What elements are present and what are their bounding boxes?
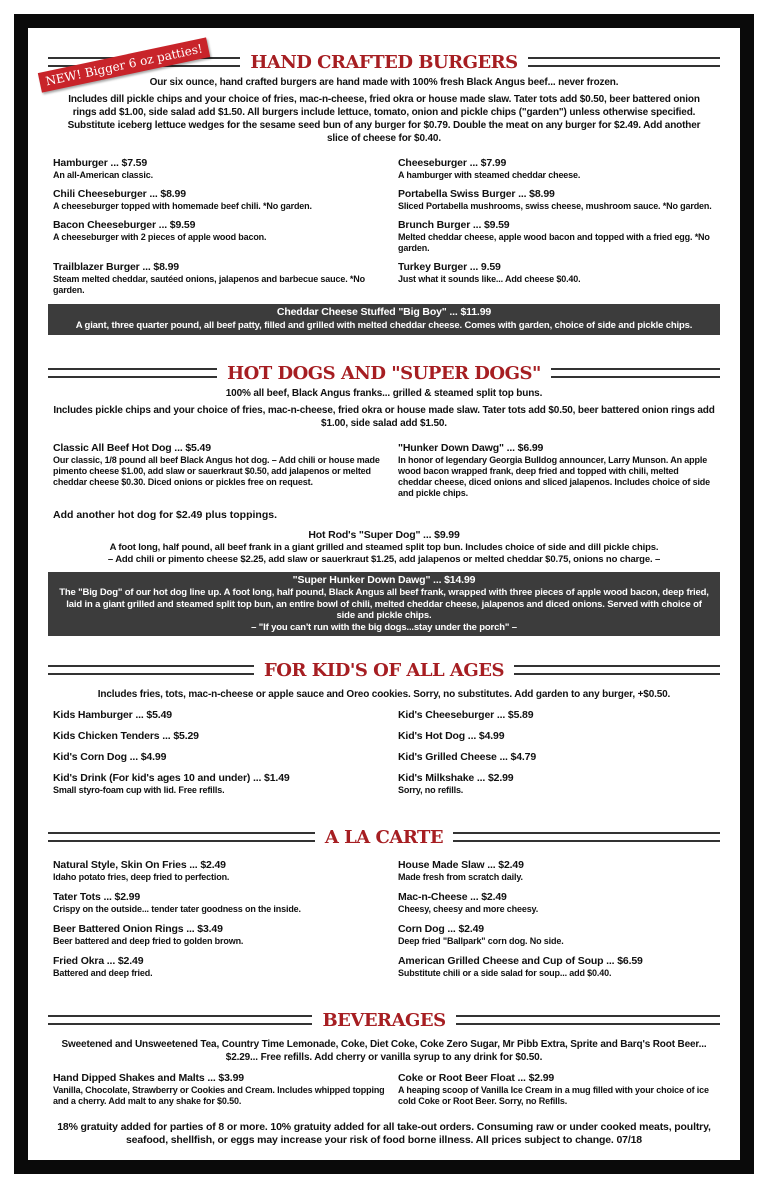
item-description: A cheeseburger topped with homemade beef chili. *No garden.	[53, 201, 312, 211]
item-description: Made fresh from scratch daily.	[398, 872, 523, 882]
section-title: FOR KID'S OF ALL AGES	[264, 659, 504, 681]
item-description: Idaho potato fries, deep fried to perfection.	[53, 872, 230, 882]
menu-item	[53, 157, 398, 181]
item-description: Sliced Portabella mushrooms, swiss cheese, mushroom sauce. *No garden.	[398, 201, 712, 211]
item-name: American Grilled Cheese and Cup of Soup ... $6.59	[398, 955, 643, 967]
item-name: Tater Tots ... $2.99	[53, 891, 141, 903]
menu-item	[53, 751, 398, 764]
menu-item	[398, 442, 725, 499]
menu-item	[398, 188, 725, 212]
section-intro: 100% all beef, Black Angus franks... grilled & steamed split top buns.	[225, 388, 543, 399]
section-intro: Our six ounce, hand crafted burgers are hand made with 100% fresh Black Angus beef... never frozen.	[149, 77, 619, 88]
item-name: House Made Slaw ... $2.49	[398, 859, 524, 871]
superdog-desc: A foot long, half pound, all beef frank in a giant grilled and steamed split top bun. Includes choice of side and dill pickle chips.	[109, 542, 659, 553]
section-title: HOT DOGS AND "SUPER DOGS"	[227, 362, 541, 384]
item-name: Natural Style, Skin On Fries ... $2.49	[53, 859, 226, 871]
special-name: Cheddar Cheese Stuffed "Big Boy" ... $11.99	[276, 306, 492, 318]
divider	[514, 665, 720, 675]
special-quote: – "If you can't run with the big dogs...stay under the porch" –	[251, 621, 517, 633]
item-name: Classic All Beef Hot Dog ... $5.49	[53, 442, 211, 454]
section-title: BEVERAGES	[322, 1009, 446, 1031]
special-desc: The "Big Dog" of our hot dog line up. A foot long, half pound, Black Angus all beef frank, wrapped with three pieces of apple wood bacon, deep fried, laid in a giant grilled and steamed split top bun, an entire bowl of chili, melted cheddar cheese, jalapenos and diced onions. Served with choice of side and pickle chips.	[59, 587, 709, 621]
menu-item	[398, 157, 725, 181]
add-note: Add another hot dog for $2.49 plus toppings.	[53, 509, 277, 521]
item-name: Corn Dog ... $2.49	[398, 923, 484, 935]
divider	[456, 1015, 720, 1025]
menu-item	[53, 188, 398, 212]
item-description: A cheeseburger with 2 pieces of apple wood bacon.	[53, 232, 267, 242]
menu-item	[53, 261, 398, 296]
item-name: "Hunker Down Dawg" ... $6.99	[398, 442, 544, 454]
item-name: Kid's Grilled Cheese ... $4.79	[398, 751, 537, 763]
item-description: Small styro-foam cup with lid. Free refills.	[53, 785, 225, 795]
menu-item	[53, 859, 398, 883]
menu-item	[398, 891, 725, 915]
item-description: Cheesy, cheesy and more cheesy.	[398, 904, 539, 914]
divider	[48, 665, 254, 675]
item-name: Turkey Burger ... 9.59	[398, 261, 501, 273]
superdog-addons: – Add chili or pimento cheese $2.25, add slaw or sauerkraut $1.25, add jalapenos or melted cheddar $0.75, onions no charge. –	[107, 554, 661, 565]
section-hotdogs	[48, 361, 720, 636]
menu-item	[398, 219, 725, 254]
section-alacarte	[48, 825, 720, 979]
menu-item	[398, 955, 725, 979]
divider	[551, 368, 720, 378]
menu-item	[398, 772, 725, 796]
item-name: Chili Cheeseburger ... $8.99	[53, 188, 186, 200]
footer-disclaimer: 18% gratuity added for parties of 8 or more. 10% gratuity added for all take-out orders. Consuming raw or under cooked meats, poultry, seafood, shellfish, or eggs may increase your risk of food borne illness. All prices subject to change. 07/18	[57, 1121, 711, 1146]
item-name: Brunch Burger ... $9.59	[398, 219, 510, 231]
item-description: A heaping scoop of Vanilla Ice Cream in a mug filled with your choice of ice cold Coke or Root Beer. Sorry, no Refills.	[398, 1085, 709, 1106]
menu-item	[398, 261, 725, 296]
menu-item	[398, 923, 725, 947]
item-name: Hamburger ... $7.59	[53, 157, 148, 169]
menu-item	[398, 1072, 725, 1107]
menu-item	[53, 730, 398, 743]
menu-item	[53, 219, 398, 254]
section-title: HAND CRAFTED BURGERS	[250, 51, 518, 73]
section-title: A LA CARTE	[324, 826, 444, 848]
item-name: Kid's Corn Dog ... $4.99	[53, 751, 167, 763]
special-desc: A giant, three quarter pound, all beef patty, filled and grilled with melted cheddar cheese. Comes with garden, choice of side and pickle chips.	[75, 320, 693, 331]
item-description: An all-American classic.	[53, 170, 153, 180]
item-description: A hamburger with steamed cheddar cheese.	[398, 170, 581, 180]
item-name: Coke or Root Beer Float ... $2.99	[398, 1072, 555, 1084]
divider	[48, 368, 217, 378]
item-description: Melted cheddar cheese, apple wood bacon and topped with a fried egg. *No garden.	[398, 232, 710, 253]
item-description: Crispy on the outside... tender tater goodness on the inside.	[53, 904, 301, 914]
item-grid	[48, 709, 720, 796]
special-box	[48, 304, 720, 335]
item-description: Beer battered and deep fried to golden brown.	[53, 936, 244, 946]
item-name: Kid's Hot Dog ... $4.99	[398, 730, 505, 742]
menu-item	[53, 923, 398, 947]
section-description: Includes dill pickle chips and your choice of fries, mac-n-cheese, fried okra or house made slaw. Tater tots add $0.50, beer battered onion rings add $1.00, side salad add $1.50. All burgers include lettuce, tomato, onion and pickle chips ("garden") unless otherwise specified. Substitute iceberg lettuce wedges for the sesame seed bun of any burger for $0.79. Double the meat on any burger for $2.49. Add another slice of cheese for $0.40.	[67, 94, 701, 144]
menu-item	[398, 709, 725, 722]
menu-item	[53, 709, 398, 722]
item-name: Cheeseburger ... $7.99	[398, 157, 507, 169]
item-grid	[48, 442, 720, 499]
item-name: Trailblazer Burger ... $8.99	[53, 261, 179, 273]
menu-item	[398, 730, 725, 743]
menu-item	[53, 442, 398, 499]
item-name: Beer Battered Onion Rings ... $3.49	[53, 923, 223, 935]
new-badge: NEW! Bigger 6 oz patties!	[38, 37, 211, 92]
item-grid	[48, 157, 720, 296]
menu-item	[53, 1072, 398, 1107]
divider	[528, 57, 720, 67]
section-intro: Includes fries, tots, mac-n-cheese or apple sauce and Oreo cookies. Sorry, no substitutes. Add garden to any burger, +$0.50.	[97, 689, 671, 700]
item-name: Hand Dipped Shakes and Malts ... $3.99	[53, 1072, 244, 1084]
item-description: Sorry, no refills.	[398, 785, 464, 795]
divider	[48, 1015, 312, 1025]
special-name: "Super Hunker Down Dawg" ... $14.99	[292, 574, 476, 586]
special-box	[48, 572, 720, 636]
item-name: Mac-n-Cheese ... $2.49	[398, 891, 507, 903]
menu-item	[53, 772, 398, 796]
item-name: Kid's Milkshake ... $2.99	[398, 772, 514, 784]
item-name: Kid's Drink (For kid's ages 10 and under) ... $1.49	[53, 772, 290, 784]
item-name: Fried Okra ... $2.49	[53, 955, 144, 967]
superdog-name: Hot Rod's "Super Dog" ... $9.99	[308, 529, 460, 541]
menu-item	[53, 891, 398, 915]
item-description: Deep fried "Ballpark" corn dog. No side.	[398, 936, 564, 946]
item-grid	[48, 1072, 720, 1107]
section-burgers	[48, 50, 720, 335]
divider	[453, 832, 720, 842]
item-name: Kids Chicken Tenders ... $5.29	[53, 730, 199, 742]
menu-item	[53, 955, 398, 979]
item-name: Portabella Swiss Burger ... $8.99	[398, 188, 555, 200]
item-description: Steam melted cheddar, sautéed onions, jalapenos and barbecue sauce. *No garden.	[53, 274, 365, 295]
item-grid	[48, 859, 720, 979]
item-description: Vanilla, Chocolate, Strawberry or Cookies and Cream. Includes whipped topping and a cherry. Add malt to any shake for $0.50.	[53, 1085, 385, 1106]
section-description: Includes pickle chips and your choice of fries, mac-n-cheese, fried okra or house made slaw. Tater tots add $0.50, beer battered onion rings add $1.00, side salad add $1.50.	[53, 405, 715, 429]
item-name: Kid's Cheeseburger ... $5.89	[398, 709, 534, 721]
item-description: Just what it sounds like... Add cheese $0.40.	[398, 274, 581, 284]
divider	[48, 832, 315, 842]
item-description: Battered and deep fried.	[53, 968, 153, 978]
section-description: Sweetened and Unsweetened Tea, Country Time Lemonade, Coke, Diet Coke, Coke Zero Sugar, Mr Pibb Extra, Sprite and Barq's Root Beer... $2.29... Free refills. Add cherry or vanilla syrup to any drink for $0.50.	[61, 1039, 707, 1063]
item-name: Kids Hamburger ... $5.49	[53, 709, 172, 721]
section-kids	[48, 658, 720, 796]
item-description: Our classic, 1/8 pound all beef Black Angus hot dog. – Add chili or house made pimento cheese $1.00, add slaw or sauerkraut $0.50, add jalapenos or melted cheddar cheese $0.30. Diced onions or pickles free on request.	[53, 455, 380, 487]
menu-item	[398, 751, 725, 764]
section-beverages	[48, 1008, 720, 1147]
item-description: In honor of legendary Georgia Bulldog announcer, Larry Munson. An apple wood bacon wrapped frank, deep fried and topped with chili, melted cheddar cheese, diced onions and sliced jalapenos. Includes choice of side and pickle chips.	[398, 455, 710, 498]
item-description: Substitute chili or a side salad for soup... add $0.40.	[398, 968, 612, 978]
menu-item	[398, 859, 725, 883]
item-name: Bacon Cheeseburger ... $9.59	[53, 219, 196, 231]
